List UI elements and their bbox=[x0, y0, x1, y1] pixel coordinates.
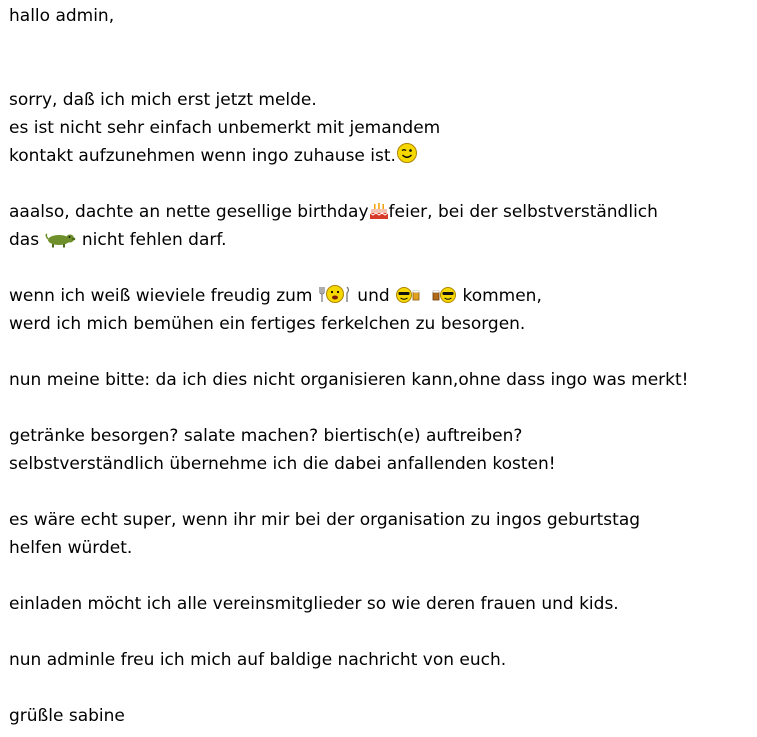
paragraph-6-line-1: es wäre echt super, wenn ihr mir bei der organisation zu ingos geburtstag bbox=[9, 510, 641, 530]
paragraph-2-line-2-text-a: das bbox=[9, 230, 45, 250]
paragraph-5-line-2: selbstverständlich übernehme ich die dabei anfallenden kosten! bbox=[9, 454, 556, 474]
paragraph-2-line-1-text-a: aaalso, dachte an nette gesellige birthday bbox=[9, 202, 369, 222]
paragraph-2-line-2 bbox=[9, 226, 227, 254]
paragraph-2-line-1-text-b: feier, bei der selbstverständlich bbox=[388, 202, 658, 222]
paragraph-3-line-1-text-b: und bbox=[351, 286, 396, 306]
paragraph-3-line-1-text-a: wenn ich weiß wieviele freudig zum bbox=[9, 286, 318, 306]
eating-smiley-icon bbox=[318, 284, 352, 304]
paragraph-8: nun adminle freu ich mich auf baldige nachricht von euch. bbox=[9, 650, 507, 670]
paragraph-5-line-1: getränke besorgen? salate machen? biertisch(e) auftreiben? bbox=[9, 426, 523, 446]
paragraph-1-line-1: sorry, daß ich mich erst jetzt melde. bbox=[9, 90, 317, 110]
paragraph-1-line-3 bbox=[9, 142, 418, 170]
paragraph-4: nun meine bitte: da ich dies nicht organisieren kann,ohne dass ingo was merkt! bbox=[9, 370, 689, 390]
birthday-cake-icon bbox=[369, 202, 389, 220]
wink-emoticon-icon bbox=[396, 142, 418, 164]
paragraph-2-line-2-text-b: nicht fehlen darf. bbox=[76, 230, 227, 250]
paragraph-6-line-2: helfen würdet. bbox=[9, 538, 133, 558]
paragraph-2-line-1 bbox=[9, 198, 658, 226]
paragraph-1-line-3-text: kontakt aufzunehmen wenn ingo zuhause ist. bbox=[9, 146, 396, 166]
cheers-beer-icon bbox=[395, 286, 457, 304]
paragraph-3-line-1 bbox=[9, 282, 542, 310]
closing: grüßle sabine bbox=[9, 706, 125, 726]
paragraph-1-line-2: es ist nicht sehr einfach unbemerkt mit jemandem bbox=[9, 118, 441, 138]
paragraph-7: einladen möcht ich alle vereinsmitglieder so wie deren frauen und kids. bbox=[9, 594, 619, 614]
greeting: hallo admin, bbox=[9, 6, 115, 26]
pig-icon bbox=[44, 232, 76, 248]
paragraph-3-line-2: werd ich mich bemühen ein fertiges ferkelchen zu besorgen. bbox=[9, 314, 526, 334]
paragraph-3-line-1-text-c: kommen, bbox=[457, 286, 542, 306]
